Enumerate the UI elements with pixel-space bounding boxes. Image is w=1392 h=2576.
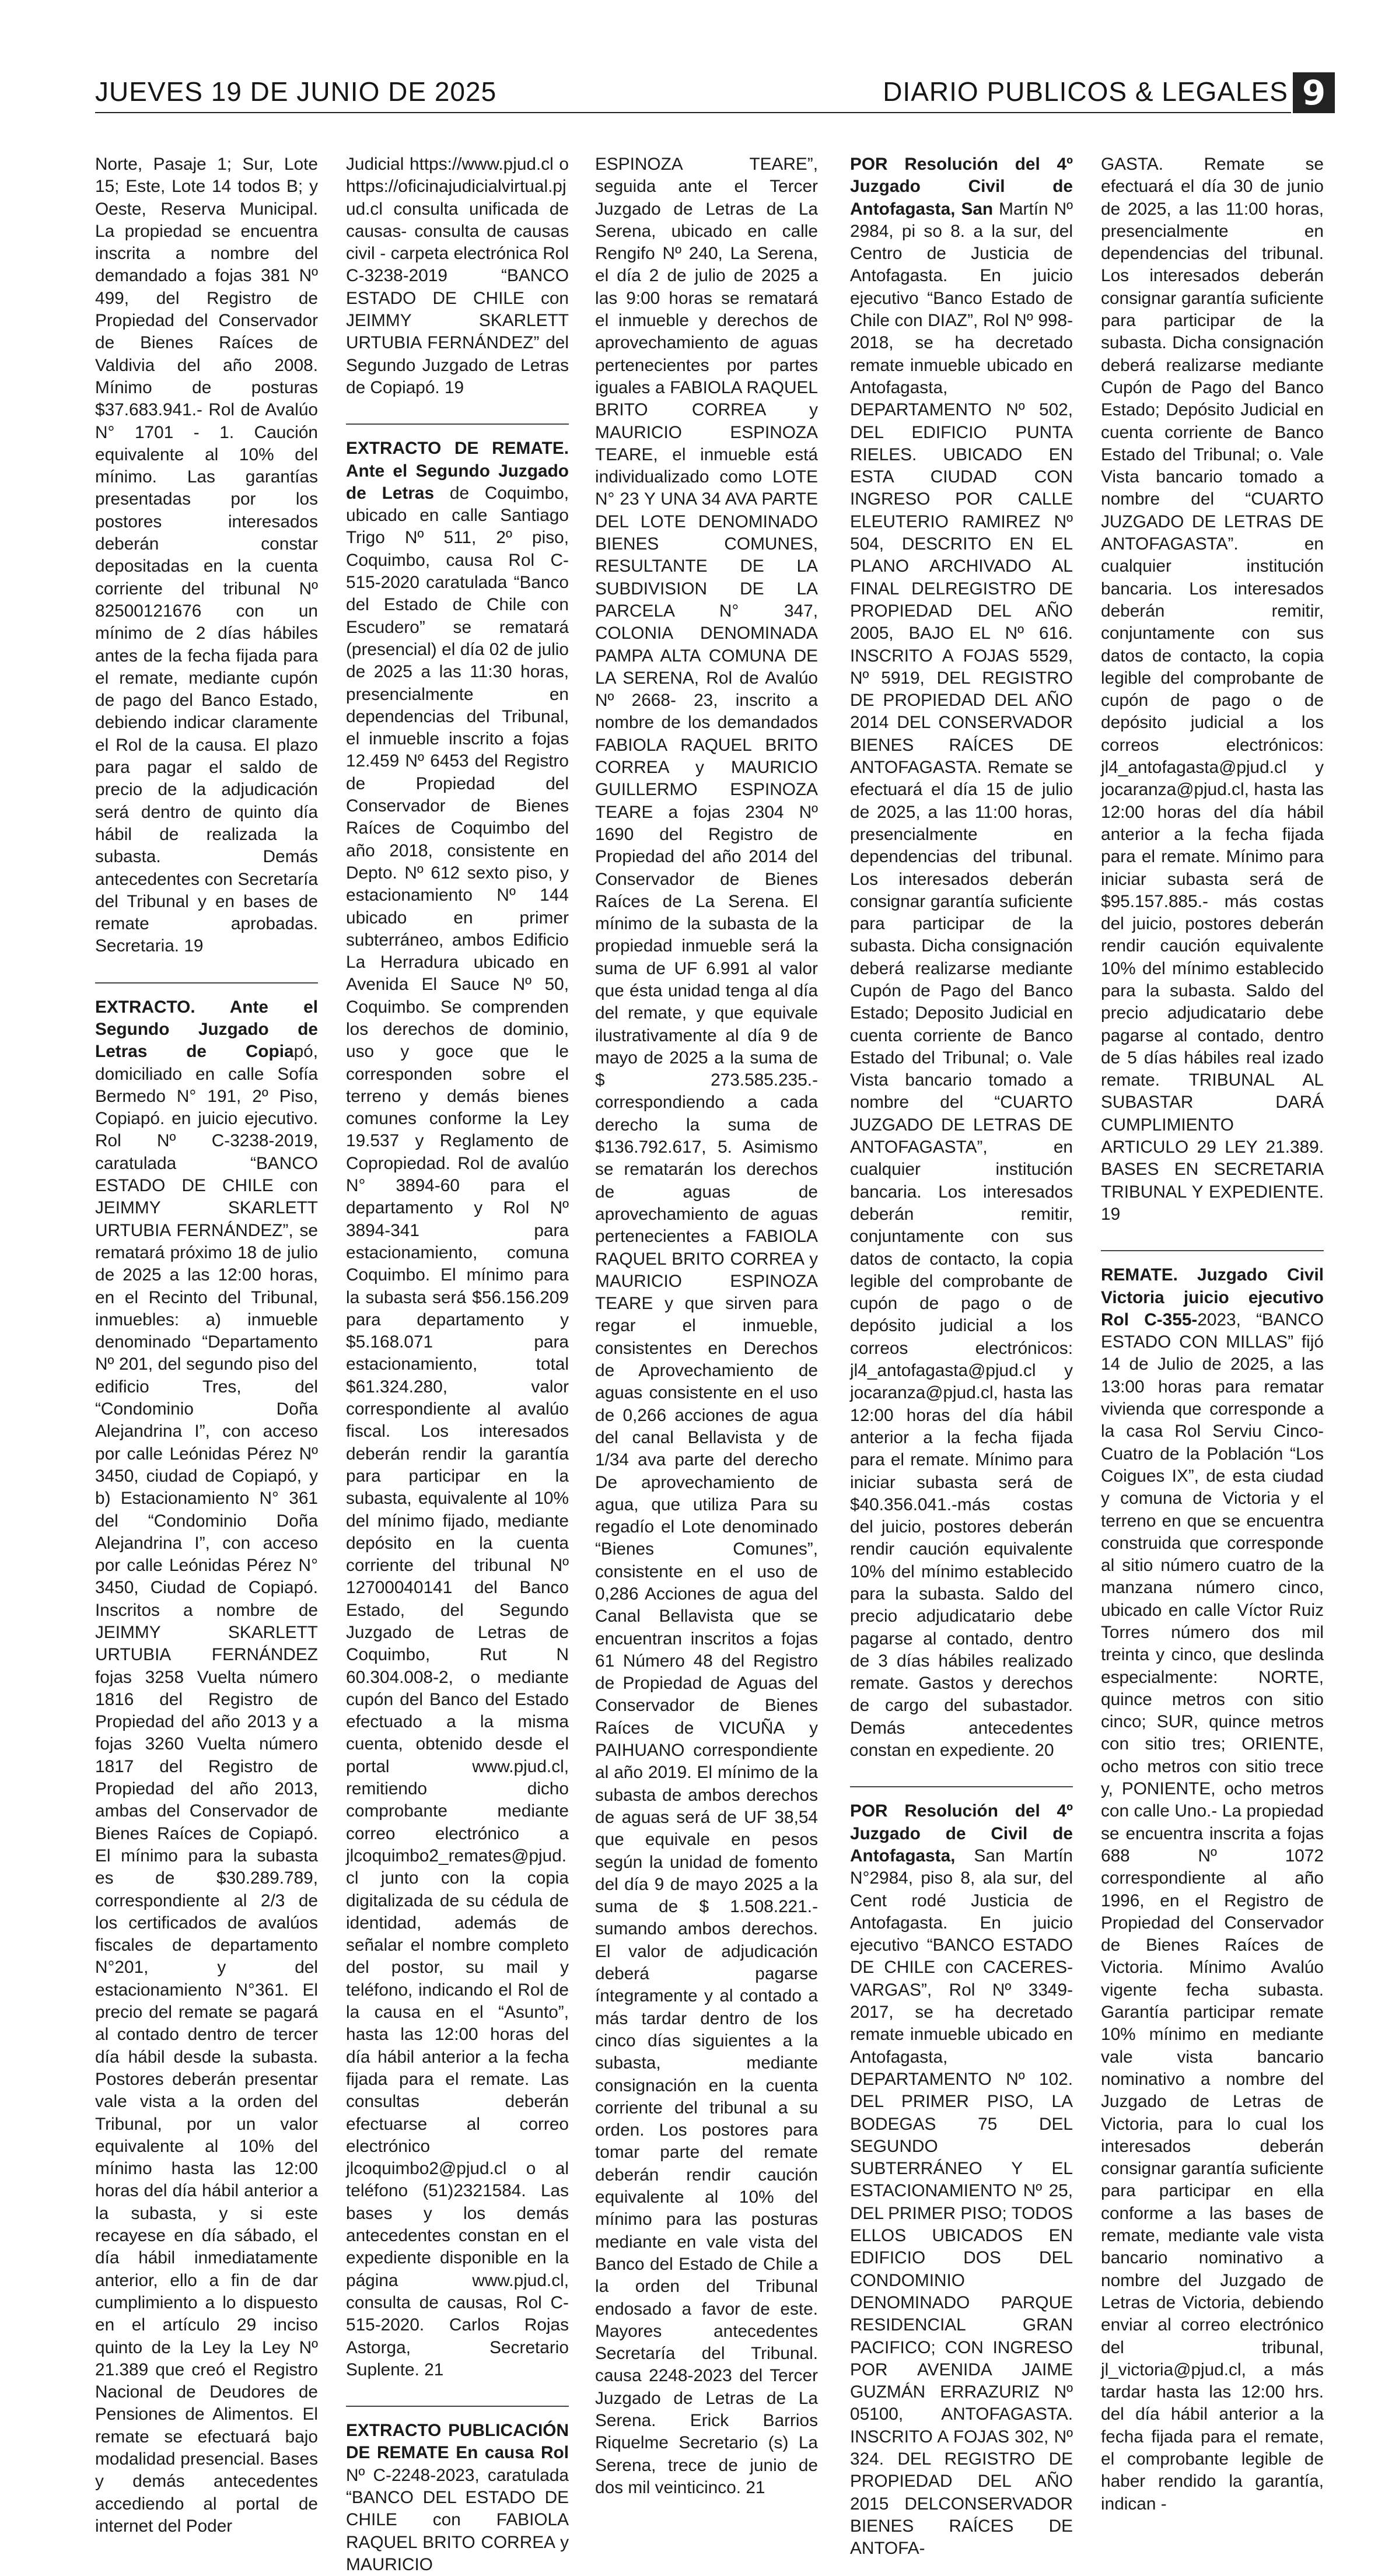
notice-copiapo bbox=[95, 982, 318, 2538]
notice-valdivia-continued bbox=[95, 153, 318, 958]
notice-la-serena bbox=[346, 2406, 569, 2576]
notice-body: de Coquimbo, ubicado en calle Santiago Trigo Nº 511, 2º piso, Coquimbo, causa Rol C-515-2020 caratulada “Banco del Estado de Chile con Escudero” se rematará (presencial) el día 02 de julio de 2025 a las 11:30 horas, presencialmente en dependencias del Tribunal, el inmueble inscrito a fojas 12.459 Nº 6453 del Registro de Propiedad del Conservador de Bienes Raíces de Coquimbo del año 2018, consistente en Depto. Nº 612 sexto piso, y estacionamiento Nº 144 ubicado en primer subterráneo, ambos Edificio La Herradura ubicado en Avenida El Sauce Nº 50, Coquimbo. Se comprenden los derechos de dominio, uso y goce que le corresponden sobre el terreno y demás bienes comunes conforme la Ley 19.537 y Reglamento de Copropiedad. Rol de avalúo N° 3894-60 para el departamento y Rol Nº 3894-341 para estacionamiento, comuna Coquimbo. El mínimo para la subasta será $56.156.209 para departamento y $5.168.071 para estacionamiento, total $61.324.280, valor correspondiente al avalúo fiscal. Los interesados deberán rendir la garantía para participar en la subasta, equivalente al 10% del mínimo fijado, mediante depósito en la cuenta corriente del tribunal Nº 12700040141 del Banco Estado, del Segundo Juzgado de Letras de Coquimbo, Rut N 60.304.008-2, o mediante cupón del Banco del Estado efectuado a la misma cuenta, obtenido desde el portal www.pjud.cl, remitiendo dicho comprobante mediante correo electrónico a jlcoquimbo2_remates@pjud.cl junto con la copia digitalizada de su cédula de identidad, además de señalar el nombre completo del postor, su mail y teléfono, indicando el Rol de la causa en el “Asunto”, hasta las 12:00 horas del día hábil anterior a la fecha fijada para el remate. Las consultas deberán efectuarse al correo electrónico jlcoquimbo2@pjud.cl o al teléfono (51)2321584. Las bases y los demás antecedentes constan en el expediente disponible en la página www.pjud.cl, consulta de causas, Rol C-515-2020. Carlos Rojas Astorga, Secretario Suplente. 21 bbox=[346, 483, 569, 2379]
notice-body: GASTA. Remate se efectuará el día 30 de junio de 2025, a las 11:00 horas, presencialmente en dependencias del tribunal. Los interesados deberán consignar garantía suficiente para participar de la subasta. Dicha consignación deberá realizarse mediante Cupón de Pago del Banco Estado; Depósito Judicial en cuenta corriente de Banco Estado del Tribunal; o. Vale Vista bancario tomado a nombre del “CUARTO JUZGADO DE LETRAS DE ANTOFAGASTA”. en cualquier institución bancaria. Los interesados deberán remitir, conjuntamente con sus datos de contacto, la copia legible del comprobante de cupón de pago o de depósito judicial a los correos electrónicos: jl4_antofagasta@pjud.cl y jocaranza@pjud.cl, hasta las 12:00 horas del día hábil anterior a la fecha fijada para el remate. Mínimo para iniciar subasta será de $95.157.885.- más costas del juicio, postores deberán rendir caución equivalente 10% del mínimo establecido para la subasta. Saldo del precio adjudicatario debe pagarse al contado, dentro de 5 días hábiles real izado remate. TRIBUNAL AL SUBASTAR DARÁ CUMPLIMIENTO ARTICULO 29 LEY 21.389. BASES EN SECRETARIA TRIBUNAL Y EXPEDIENTE. 19 bbox=[1101, 155, 1324, 1224]
notice-antofagasta-2-continued bbox=[1101, 153, 1324, 1226]
notice-antofagasta-1 bbox=[850, 153, 1073, 1762]
notice-body: Martín Nº 2984, pi so 8. a la sur, del Centro de Justicia de Antofagasta. En juicio ejecutivo “Banco Estado de Chile con DIAZ”, Rol Nº 998-2018, se ha decretado remate inmueble ubicado en Antofagasta, DEPARTAMENTO Nº 502, DEL EDIFICIO PUNTA RIELES. UBICADO EN ESTA CIUDAD CON INGRESO POR CALLE ELEUTERIO RAMIREZ Nº 504, DESCRITO EN EL PLANO ARCHIVADO AL FINAL DELREGISTRO DE PROPIEDAD DEL AÑO 2005, BAJO EL Nº 616. INSCRITO A FOJAS 5529, Nº 5919, DEL REGISTRO DE PROPIEDAD DEL AÑO 2014 DEL CONSERVADOR BIENES RAÍCES DE ANTOFAGASTA. Remate se efectuará el día 15 de julio de 2025, a las 11:00 horas, presencialmente en dependencias del tribunal. Los interesados deberán consignar garantía suficiente para participar de la subasta. Dicha consignación deberá realizarse mediante Cupón de Pago del Banco Estado; Deposito Judicial en cuenta corriente de Banco Estado del Tribunal; o. Vale Vista bancario tomado a nombre del “CUARTO JUZGADO DE LETRAS DE ANTOFAGASTA”, en cualquier institución bancaria. Los interesados deberán remitir, conjuntamente con sus datos de contacto, la copia legible del comprobante de cupón de pago o de depósito judicial a los correos electrónicos: jl4_antofagasta@pjud.cl y jocaranza@pjud.cl, hasta las 12:00 horas del día hábil anterior a la fecha fijada para el remate. Mínimo para iniciar subasta será de $40.356.041.-más costas del juicio, postores deberán rendir caución equivalente 10% del mínimo establecido para la subasta. Saldo del precio adjudicatario debe pagarse al contado, dentro de 3 días hábiles realizado remate. Gastos y derechos de cargo del subastador. Demás antecedentes constan en expediente. 20 bbox=[850, 199, 1073, 1760]
issue-date: JUEVES 19 DE JUNIO DE 2025 bbox=[95, 76, 497, 107]
column-1 bbox=[95, 153, 318, 2536]
notice-body: Norte, Pasaje 1; Sur, Lote 15; Este, Lote 14 todos B; y Oeste, Reserva Municipal. La propiedad se encuentra inscrita a nombre del demandado a fojas 381 Nº 499, del Registro de Propiedad del Conservador de Bienes Raíces de Valdivia del año 2008. Mínimo de posturas $37.683.941.- Rol de Avalúo N° 1701 - 1. Caución equivalente al 10% del mínimo. Las garantías presentadas por los postores interesados deberán constar depositadas en la cuenta corriente del tribunal Nº 82500121676 con un mínimo de 2 días hábiles antes de la fecha fijada para el remate, mediante cupón de pago del Banco Estado, debiendo indicar claramente el Rol de la causa. El plazo para pagar el saldo de precio de la adjudicación será dentro de quinto día hábil de realizada la subasta. Demás antecedentes con Secretaría del Tribunal y en bases de remate aprobadas. Secretaria. 19 bbox=[95, 155, 318, 956]
header-rule bbox=[95, 112, 1291, 113]
notice-victoria bbox=[1101, 1250, 1324, 2515]
notice-antofagasta-2 bbox=[850, 1786, 1073, 2560]
page-number: 9 bbox=[1293, 72, 1335, 113]
column-2 bbox=[346, 153, 569, 2574]
notice-lead: REMATE. Juzgado Civil Victoria juicio ejecutivo Rol C-355- bbox=[1101, 1265, 1324, 1329]
notice-lead: POR Resolución del 4º Juzgado Civil de Antofagasta, San bbox=[850, 155, 1073, 219]
notice-copiapo-continued bbox=[346, 153, 569, 399]
notice-lead: EXTRACTO PUBLICACIÓN DE REMATE En causa Rol bbox=[346, 2421, 569, 2463]
notice-body: ESPINOZA TEARE”, seguida ante el Tercer Juzgado de Letras de La Serena, ubicado en calle Rengifo Nº 240, La Serena, el día 2 de julio de 2025 a las 9:00 horas se rematará el inmueble y derechos de aprovechamiento de aguas pertenecientes por partes iguales a FABIOLA RAQUEL BRITO CORREA y MAURICIO ESPINOZA TEARE, el inmueble está individualizado como LOTE N° 23 Y UNA 34 AVA PARTE DEL LOTE DENOMINADO BIENES COMUNES, RESULTANTE DE LA SUBDIVISION DE LA PARCELA N° 347, COLONIA DENOMINADA PAMPA ALTA COMUNA DE LA SERENA, Rol de Avalúo Nº 2668- 23, inscrito a nombre de los demandados FABIOLA RAQUEL BRITO CORREA y MAURICIO GUILLERMO ESPINOZA TEARE a fojas 2304 Nº 1690 del Registro de Propiedad del año 2014 del Conservador de Bienes Raíces de La Serena. El mínimo de la subasta de la propiedad inmueble será la suma de UF 6.991 al valor que ésta unidad tenga al día del remate, y que equivale ilustrativamente al día 9 de mayo de 2025 a la suma de $ 273.585.235.- correspondiendo a cada derecho la suma de $136.792.617, 5. Asimismo se rematarán los derechos de aguas de aprovechamiento de aguas pertenecientes a FABIOLA RAQUEL BRITO CORREA y MAURICIO ESPINOZA TEARE y que sirven para regar el inmueble, consistentes en Derechos de Aprovechamiento de aguas consistente en el uso de 0,266 acciones de agua del canal Bellavista y de 1/34 ava parte del derecho De aprovechamiento de agua, que utiliza Para su regadío el Lote denominado “Bienes Comunes”, consistente en el uso de 0,286 Acciones de agua del Canal Bellavista que se encuentran inscritos a fojas 61 Número 48 del Registro de Propiedad de Aguas del Conservador de Bienes Raíces de VICUÑA y PAIHUANO correspondiente al año 2019. El mínimo de la subasta de ambos derechos de aguas será de UF 38,54 que equivale en pesos según la unidad de fomento del día 9 de mayo 2025 a la suma de $ 1.508.221.- sumando ambos derechos. El valor de adjudicación deberá pagarse íntegramente y al contado a más tardar dentro de los cinco días siguientes a la subasta, mediante consignación en la cuenta corriente del tribunal a su orden. Los postores para tomar parte del remate deberán rendir caución equivalente al 10% del mínimo para las posturas mediante en vale vista del Banco del Estado de Chile a la orden del Tribunal endosado a favor de este. Mayores antecedentes Secretaría del Tribunal. causa 2248-2023 del Tercer Juzgado de Letras de La Serena. Erick Barrios Riquelme Secretario (s) La Serena, trece de junio de dos mil veinticinco. 21 bbox=[595, 155, 818, 2497]
notice-lead: EXTRACTO. Ante el Segundo Juzgado de Letras de Copia bbox=[95, 997, 318, 1062]
notice-lead: EXTRACTO DE REMATE. Ante el Segundo Juzgado de Letras bbox=[346, 439, 569, 503]
notice-body: Judicial https://www.pjud.cl o https://oficinajudicialvirtual.pjud.cl consulta unificada de causas- consulta de causas civil - carpeta electrónica Rol C-3238-2019 “BANCO ESTADO DE CHILE con JEIMMY SKARLETT URTUBIA FERNÁNDEZ” del Segundo Juzgado de Letras de Copiapó. 19 bbox=[346, 155, 569, 397]
publication-name: DIARIO PUBLICOS & LEGALES bbox=[883, 76, 1288, 107]
notice-lead: POR Resolución del 4º Juzgado de Civil de Antofagasta, bbox=[850, 1801, 1073, 1866]
notice-body: pó, domiciliado en calle Sofía Bermedo N° 191, 2º Piso, Copiapó. en juicio ejecutivo. Rol Nº C-3238-2019, caratulada “BANCO ESTADO DE CHILE con JEIMMY SKARLETT URTUBIA FERNÁNDEZ”, se rematará próximo 18 de julio de 2025 a las 12:00 horas, en el Recinto del Tribunal, inmuebles: a) inmueble denominado “Departamento Nº 201, del segundo piso del edificio Tres, del “Condominio Doña Alejandrina I”, con acceso por calle Leónidas Pérez Nº 3450, ciudad de Copiapó, y b) Estacionamiento N° 361 del “Condominio Doña Alejandrina I”, con acceso por calle Leónidas Pérez N° 3450, Ciudad de Copiapó. Inscritos a nombre de JEIMMY SKARLETT URTUBIA FERNÁNDEZ fojas 3258 Vuelta número 1816 del Registro de Propiedad del año 2013 y a fojas 3260 Vuelta número 1817 del Registro de Propiedad del año 2013, ambas del Conservador de Bienes Raíces de Copiapó. El mínimo para la subasta es de $30.289.789, correspondiente al 2/3 de los certificados de avalúos fiscales de departamento N°201, y del estacionamiento N°361. El precio del remate se pagará al contado dentro de tercer día hábil desde la subasta. Postores deberán presentar vale vista a la orden del Tribunal, por un valor equivalente al 10% del mínimo hasta las 12:00 horas del día hábil anterior a la subasta, y si este recayese en día sábado, el día hábil inmediatamente anterior, ello a fin de dar cumplimiento a lo dispuesto en el artículo 29 inciso quinto de la Ley la Ley Nº 21.389 que creó el Registro Nacional de Deudores de Pensiones de Alimentos. El remate se efectuará bajo modalidad presencial. Bases y demás antecedentes accediendo al portal de internet del Poder bbox=[95, 1042, 318, 2536]
column-3 bbox=[595, 153, 818, 2497]
column-5 bbox=[1101, 153, 1324, 2514]
notice-coquimbo bbox=[346, 424, 569, 2381]
column-4 bbox=[850, 153, 1073, 2558]
notice-body: Nº C-2248-2023, caratulada “BANCO DEL ESTADO DE CHILE con FABIOLA RAQUEL BRITO CORREA y MAURICIO bbox=[346, 2465, 569, 2574]
notice-body: San Martín N°2984, piso 8, ala sur, del Cent rodé Justicia de Antofagasta. En juicio ejecutivo “BANCO ESTADO DE CHILE con CACERES-VARGAS”, Rol Nº 3349-2017, se ha decretado remate inmueble ubicado en Antofagasta, DEPARTAMENTO Nº 102. DEL PRIMER PISO, LA BODEGAS 75 DEL SEGUNDO SUBTERRÁNEO Y EL ESTACIONAMIENTO Nº 25, DEL PRIMER PISO; TODOS ELLOS UBICADOS EN EDIFICIO DOS DEL CONDOMINIO DENOMINADO PARQUE RESIDENCIAL GRAN PACIFICO; CON INGRESO POR AVENIDA JAIME GUZMÁN ERRAZURIZ Nº 05100, ANTOFAGASTA. INSCRITO A FOJAS 302, Nº 324. DEL REGISTRO DE PROPIEDAD DEL AÑO 2015 DELCONSERVADOR BIENES RAÍCES DE ANTOFA- bbox=[850, 1846, 1073, 2558]
notice-la-serena-continued bbox=[595, 153, 818, 2499]
notice-body: 2023, “BANCO ESTADO CON MILLAS” fijó 14 de Julio de 2025, a las 13:00 horas para rematar vivienda que corresponde a la casa Rol Serviu Cinco-Cuatro de la Población “Los Coigues IX”, de esta ciudad y comuna de Victoria y el terreno en que se encuentra construida que corresponde al sitio número cuatro de la manzana número cinco, ubicado en calle Víctor Ruiz Torres número dos mil treinta y cinco, que deslinda especialmente: NORTE, quince metros con sitio cinco; SUR, quince metros con sitio tres; ORIENTE, ocho metros con sitio trece y, PONIENTE, ocho metros con calle Uno.- La propiedad se encuentra inscrita a fojas 688 Nº 1072 correspondiente al año 1996, en el Registro de Propiedad del Conservador de Bienes Raíces de Victoria. Mínimo Avalúo vigente fecha subasta. Garantía participar remate 10% mínimo en mediante vale vista bancario nominativo a nombre del Juzgado de Letras de Victoria, para lo cual los interesados deberán consignar garantía suficiente para participar en ella conforme a las bases de remate, mediante vale vista bancario nominativo a nombre del Juzgado de Letras de Victoria, debiendo enviar al correo electrónico del tribunal, jl_victoria@pjud.cl, a más tardar hasta las 12:00 hrs. del día hábil anterior a la fecha fijada para el remate, el comprobante legible de haber rendido la garantía, indican - bbox=[1101, 1310, 1324, 2514]
